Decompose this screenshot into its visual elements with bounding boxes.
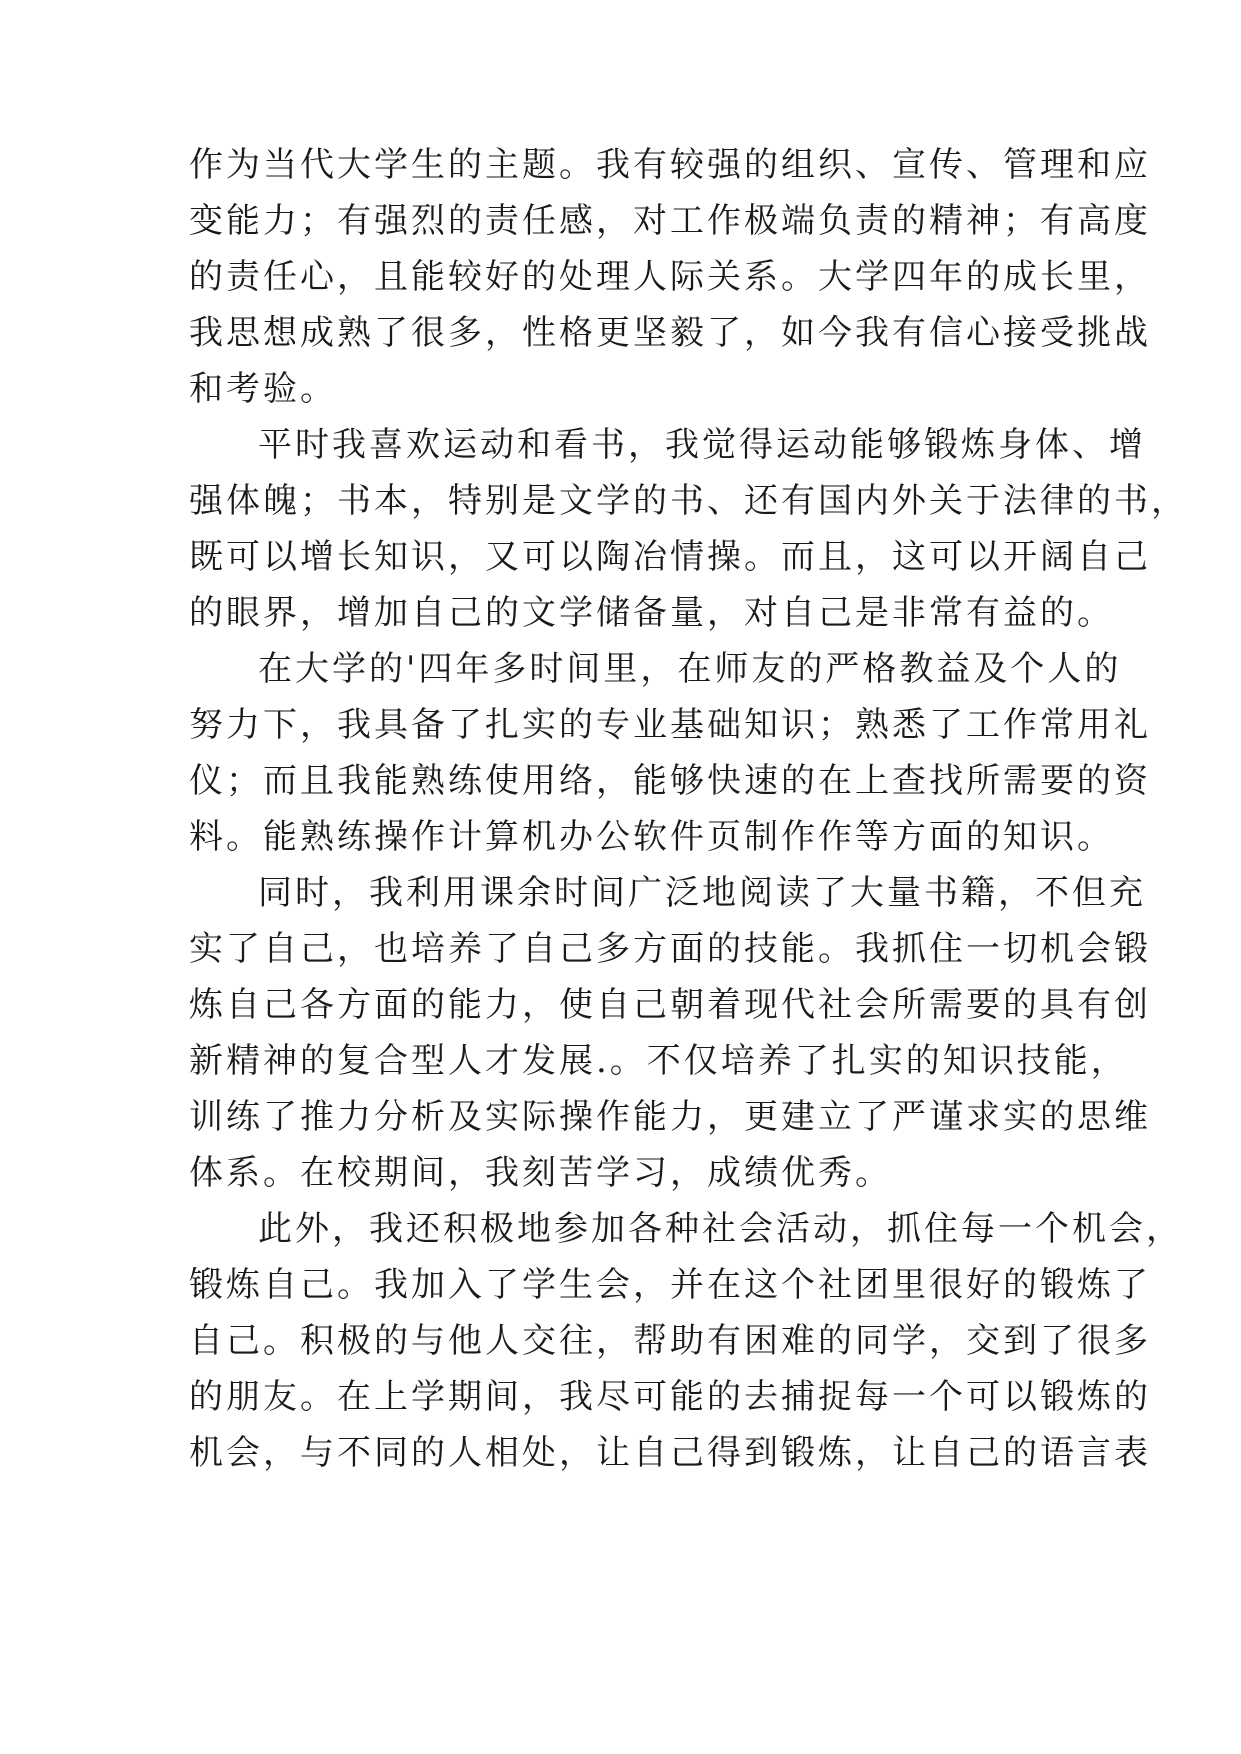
text-line: 训练了推力分析及实际操作能力，更建立了严谨求实的思维 — [189, 1097, 1151, 1137]
text-line: 作为当代大学生的主题。我有较强的组织、宣传、管理和应 — [189, 145, 1151, 185]
text-line: 的眼界，增加自己的文学储备量，对自己是非常有益的。 — [189, 593, 1114, 633]
text-line: 新精神的复合型人才发展.。不仅培养了扎实的知识技能， — [189, 1041, 1128, 1081]
text-line: 努力下，我具备了扎实的专业基础知识；熟悉了工作常用礼 — [189, 705, 1151, 745]
text-line: 我思想成熟了很多，性格更坚毅了，如今我有信心接受挑战 — [189, 313, 1151, 353]
text-line: 的责任心，且能较好的处理人际关系。大学四年的成长里， — [189, 257, 1151, 297]
text-line: 变能力；有强烈的责任感，对工作极端负责的精神；有高度 — [189, 201, 1151, 241]
text-line: 料。能熟练操作计算机办公软件页制作作等方面的知识。 — [189, 817, 1114, 857]
text-line: 炼自己各方面的能力，使自己朝着现代社会所需要的具有创 — [189, 985, 1151, 1025]
text-line: 的朋友。在上学期间，我尽可能的去捕捉每一个可以锻炼的 — [189, 1377, 1151, 1417]
text-line: 此外，我还积极地参加各种社会活动，抓住每一个机会， — [258, 1209, 1183, 1249]
text-line: 既可以增长知识，又可以陶冶情操。而且，这可以开阔自己 — [189, 537, 1151, 577]
text-line: 平时我喜欢运动和看书，我觉得运动能够锻炼身体、增 — [258, 425, 1146, 465]
text-line: 体系。在校期间，我刻苦学习，成绩优秀。 — [189, 1153, 892, 1193]
text-line: 强体魄；书本，特别是文学的书、还有国内外关于法律的书， — [189, 481, 1188, 521]
text-line: 在大学的'四年多时间里，在师友的严格教益及个人的 — [258, 649, 1122, 689]
text-line: 同时，我利用课余时间广泛地阅读了大量书籍，不但充 — [258, 873, 1146, 913]
text-line: 和考验。 — [189, 369, 337, 409]
text-line: 实了自己，也培养了自己多方面的技能。我抓住一切机会锻 — [189, 929, 1151, 969]
text-line: 锻炼自己。我加入了学生会，并在这个社团里很好的锻炼了 — [189, 1265, 1151, 1305]
text-line: 机会，与不同的人相处，让自己得到锻炼，让自己的语言表 — [189, 1433, 1151, 1473]
text-line: 仪；而且我能熟练使用络，能够快速的在上查找所需要的资 — [189, 761, 1151, 801]
text-line: 自己。积极的与他人交往，帮助有困难的同学，交到了很多 — [189, 1321, 1151, 1361]
